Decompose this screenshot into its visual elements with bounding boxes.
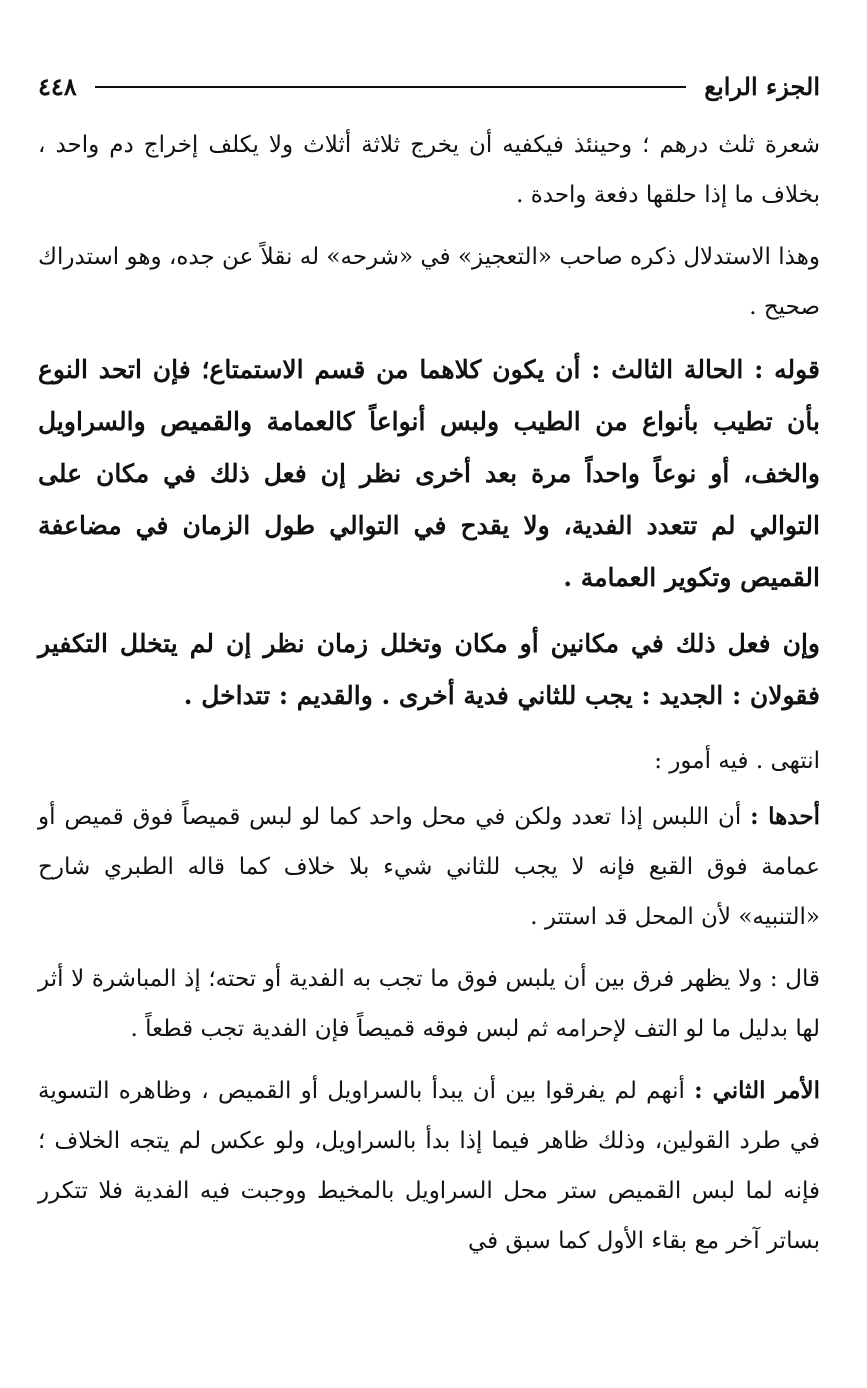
paragraph-4-bold	[38, 618, 820, 722]
paragraph-6-lead: أحدها :	[750, 803, 820, 830]
paragraph-8-lead: الأمر الثاني :	[694, 1077, 820, 1104]
running-title: الجزء الرابع	[704, 72, 820, 101]
paragraph-1	[38, 120, 820, 220]
paragraph-6-text: أن اللبس إذا تعدد ولكن في محل واحد كما لو لبس قميصاً فوق قميص أو عمامة فوق القبع فإنه لا يجب للثاني شيء بلا خلاف كما قاله الطبري شارح «التنبيه» لأن المحل قد استتر .	[38, 804, 820, 930]
paragraph-2-text: وهذا الاستدلال ذكره صاحب «التعجيز» في «شرحه» له نقلاً عن جده، وهو استدراك صحيح .	[38, 244, 820, 320]
header-rule	[95, 86, 687, 88]
paragraph-3-text: قوله : الحالة الثالث : أن يكون كلاهما من قسم الاستمتاع؛ فإن اتحد النوع بأن تطيب بأنواع من الطيب ولبس أنواعاً كالعمامة والقميص والسراويل والخف، أو نوعاً واحداً مرة بعد أخرى نظر إن فعل ذلك في مكان على التوالي لم تتعدد الفدية، ولا يقدح في التوالي طول الزمان في مضاعفة القميص وتكوير العمامة .	[38, 355, 820, 592]
paragraph-5	[38, 736, 820, 786]
paragraph-1-text: شعرة ثلث درهم ؛ وحينئذ فيكفيه أن يخرج ثلاثة أثلاث ولا يكلف إخراج دم واحد ، بخلاف ما إذا حلقها دفعة واحدة .	[38, 132, 820, 208]
page-header	[38, 62, 820, 112]
paragraph-7-text: قال : ولا يظهر فرق بين أن يلبس فوق ما تجب به الفدية أو تحته؛ إذ المباشرة لا أثر لها بدليل ما لو التف لإحرامه ثم لبس فوقه قميصاً فإن الفدية تجب قطعاً .	[38, 966, 820, 1042]
paragraph-5-text: انتهى . فيه أمور :	[654, 748, 820, 774]
paragraph-8	[38, 1066, 820, 1266]
paragraph-7	[38, 954, 820, 1054]
paragraph-6	[38, 792, 820, 942]
page-number: ٤٤٨	[38, 72, 77, 101]
paragraph-4-text: وإن فعل ذلك في مكانين أو مكان وتخلل زمان نظر إن لم يتخلل التكفير فقولان : الجديد : يجب للثاني فدية أخرى . والقديم : تتداخل .	[38, 629, 820, 710]
paragraph-3-bold	[38, 344, 820, 604]
paragraph-8-text: أنهم لم يفرقوا بين أن يبدأ بالسراويل أو القميص ، وظاهره التسوية في طرد القولين، وذلك ظاهر فيما إذا بدأ بالسراويل، ولو عكس لم يتجه الخلاف ؛فإنه لما لبس القميص ستر محل السراويل بالمخيط ووجبت فيه الفدية فلا تتكرر بساتر آخر مع بقاء الأول كما سبق في	[38, 1078, 820, 1254]
book-page	[38, 62, 820, 1278]
paragraph-2	[38, 232, 820, 332]
